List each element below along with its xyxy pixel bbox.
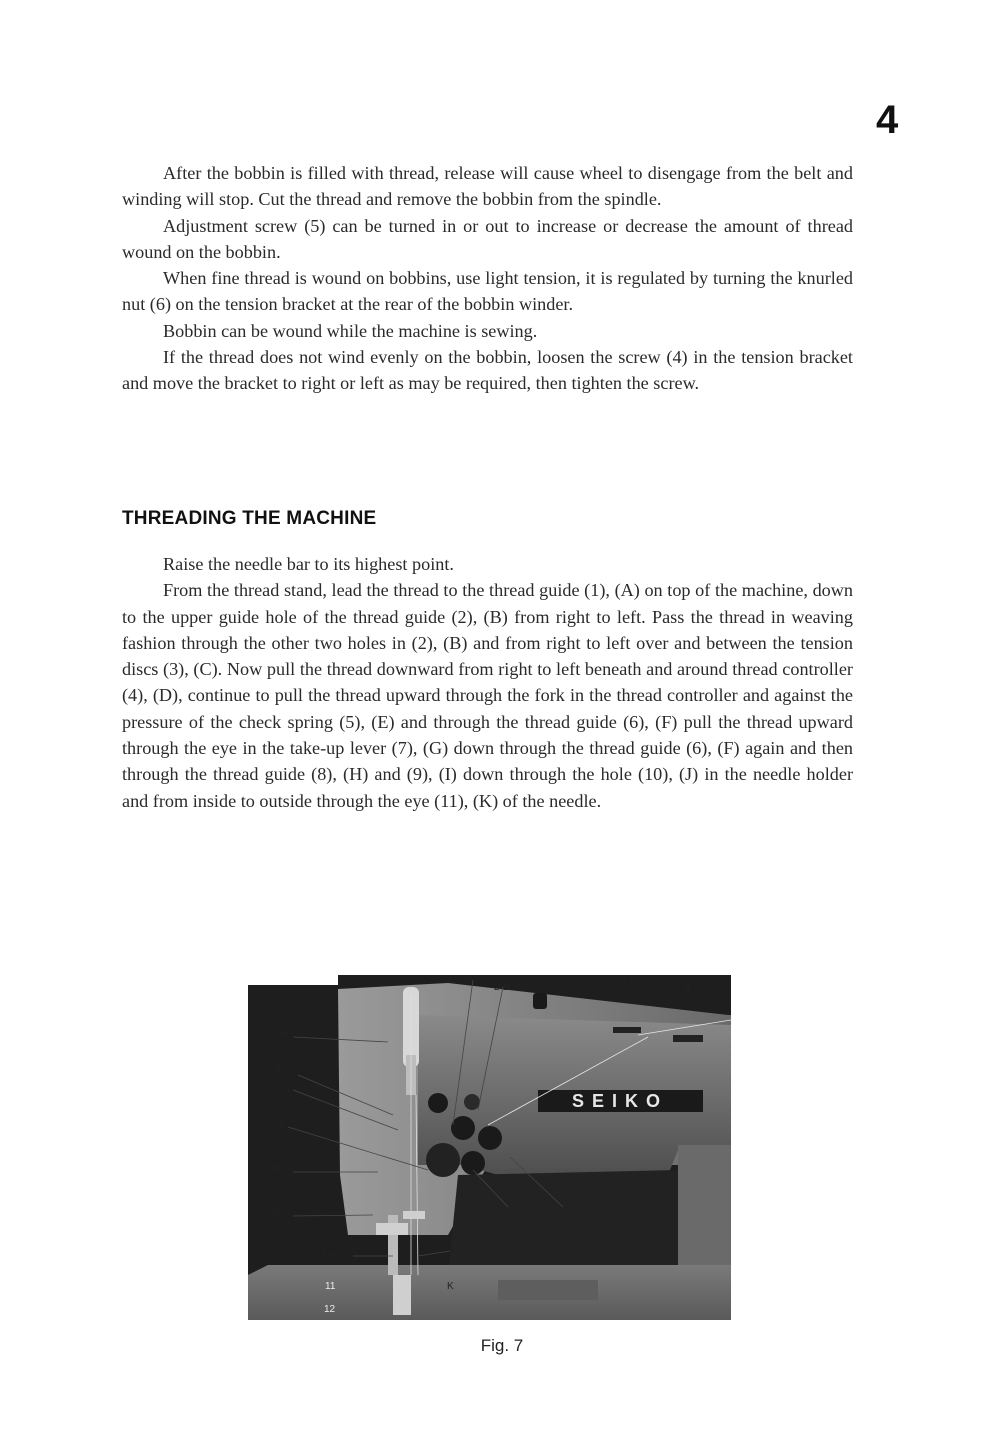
sewing-machine-illustration xyxy=(248,975,731,1320)
paragraph: Raise the needle bar to its highest point. xyxy=(163,554,454,574)
paragraph: From the thread stand, lead the thread to the thread guide (1), (A) on top of the machine, down to the upper guide hole of the thread guide (2), (B) from right to left. Pass the thread in weaving fashion through the other two holes in (2), (B) and from right to left over and between the tension discs (3), (C). Now pull the thread downward from right to left beneath and around thread controller (4), (D), continue to pull the thread upward through the fork in the thread controller and against the pressure of the check spring (5), (E) and through the thread guide (6), (F) pull the thread upward through the eye in the take-up lever (7), (G) down through the thread guide (6), (F) again and then through the thread guide (8), (H) and (9), (I) down through the hole (10), (J) in the needle holder and from inside to outside through the eye (11), (K) of the needle. xyxy=(122,580,853,811)
callout-d: D xyxy=(510,1213,518,1224)
paragraph: Bobbin can be wound while the machine is sewing. xyxy=(163,320,538,341)
brand-label: SEIKO xyxy=(571,1091,669,1111)
callout-4: 4 xyxy=(285,1084,291,1095)
callout-7g: 7-G xyxy=(272,1029,289,1040)
sewing-machine-photo xyxy=(248,975,731,1320)
paragraph: When fine thread is wound on bobbins, use light tension, it is regulated by turning the knurled nut (6) on the tension bracket at the rear of the bobbin winder. xyxy=(122,268,853,315)
page-number: 4 xyxy=(876,98,899,142)
paragraph: If the thread does not wind evenly on the bobbin, loosen the screw (4) in the tension bracket and move the bracket to right or left as may be required, then tighten the screw. xyxy=(122,347,853,394)
callout-9i: 9-I xyxy=(270,1209,282,1220)
paragraph: After the bobbin is filled with thread, release will cause wheel to disengage from the belt and winding will stop. Cut the thread and remove the bobbin from the spindle. xyxy=(122,163,853,210)
callout-8h: 8-H xyxy=(268,1163,285,1174)
callout-11: 11 xyxy=(325,1281,336,1292)
callout-1: 1 xyxy=(629,977,635,988)
callout-6f: 6-F xyxy=(275,1062,290,1073)
callout-c: C xyxy=(568,1213,576,1224)
callout-k: K xyxy=(447,1281,454,1292)
callout-10: 10 xyxy=(322,1251,334,1262)
paragraph: Adjustment screw (5) can be turned in or out to increase or decrease the amount of thread wound on the bobbin. xyxy=(122,215,853,262)
callout-j: J xyxy=(450,1245,455,1256)
callout-2b: 2-B xyxy=(494,982,510,993)
threading-section xyxy=(122,551,853,814)
callout-3: 3 xyxy=(466,976,472,987)
bobbin-winding-section xyxy=(122,160,853,397)
section-heading: THREADING THE MACHINE xyxy=(122,508,377,529)
figure-caption: Fig. 7 xyxy=(480,1336,524,1355)
callout-12: 12 xyxy=(324,1304,336,1315)
callout-5e: 5-E xyxy=(270,1118,286,1129)
callout-a: A xyxy=(684,985,691,996)
